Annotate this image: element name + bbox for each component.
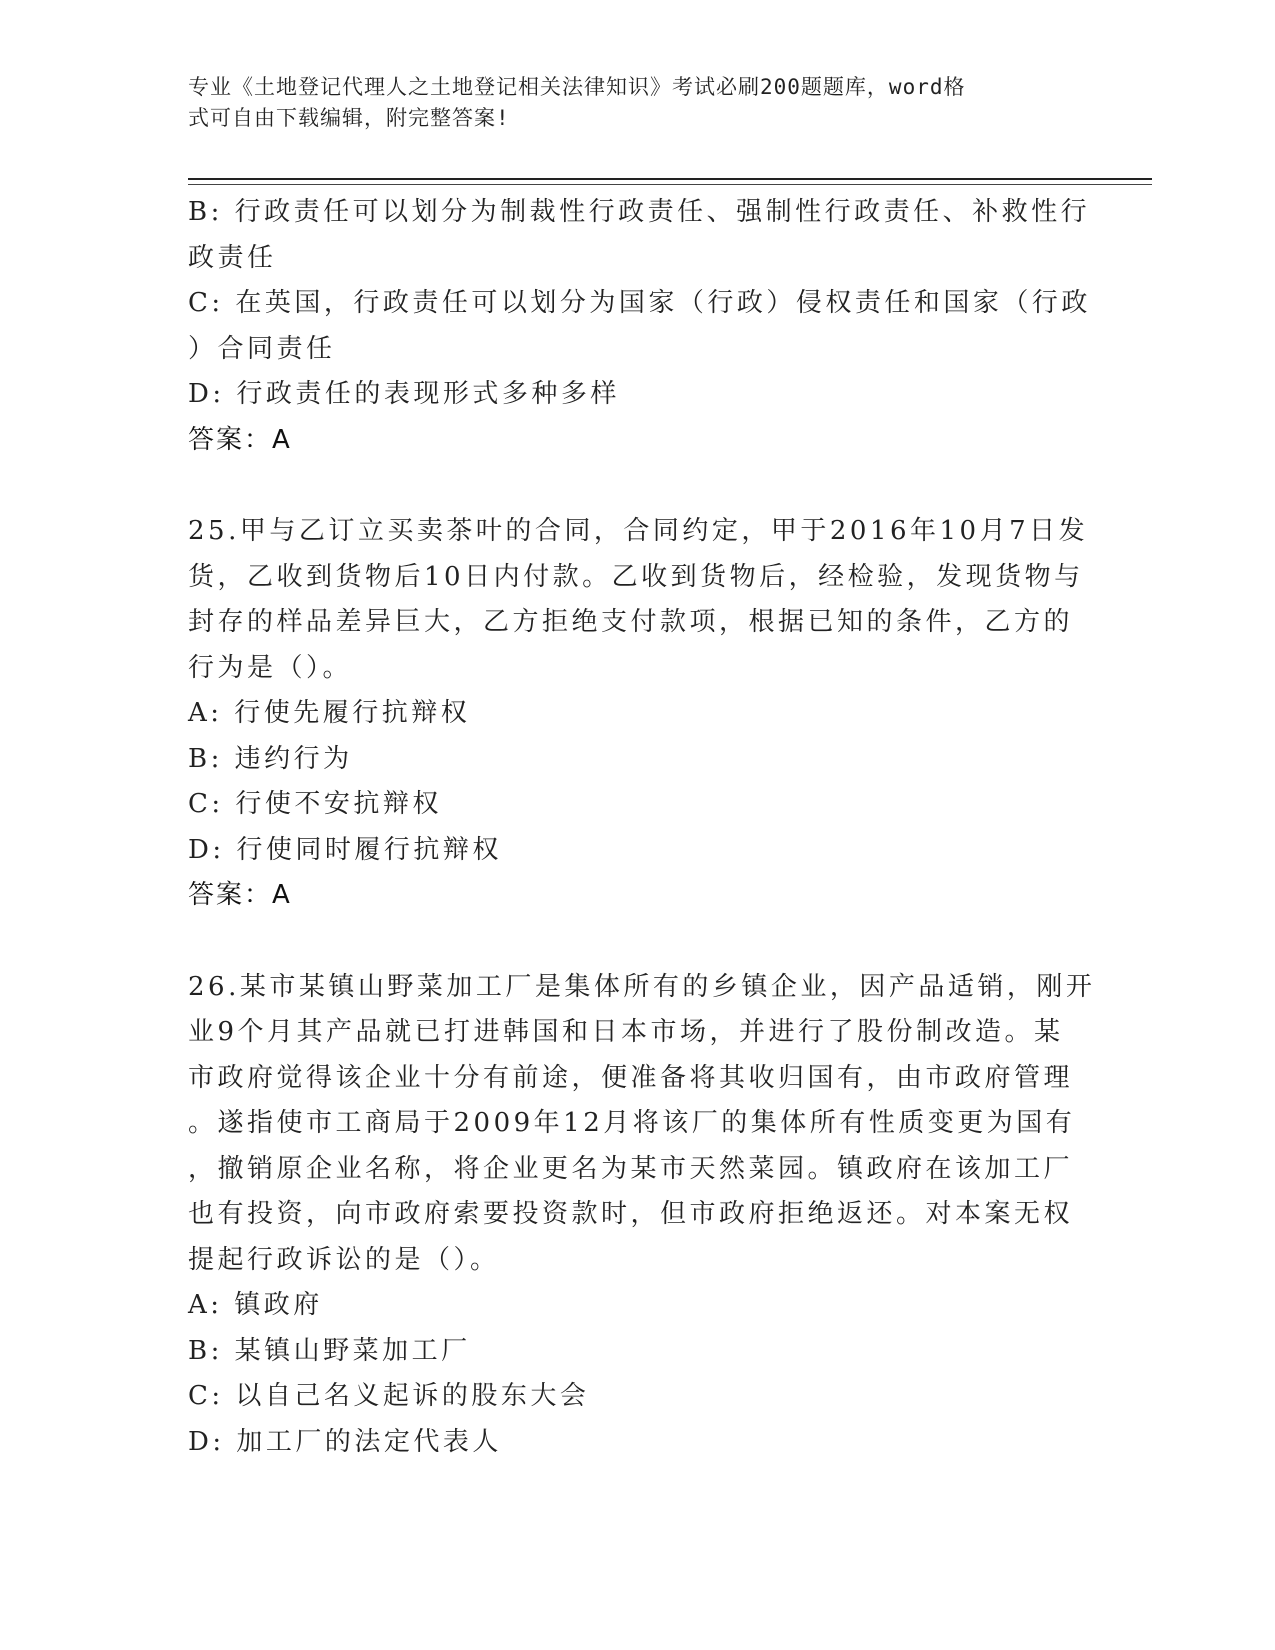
q26-stem-line-7: 提起行政诉讼的是（）。 (188, 1244, 500, 1275)
question-26-block (188, 965, 1096, 1466)
q26-option-a: A: 镇政府 (188, 1290, 323, 1320)
q25-option-a: A: 行使先履行抗辩权 (188, 698, 471, 728)
q25-stem-line-2: 货，乙收到货物后10日内付款。乙收到货物后，经检验，发现货物与 (188, 561, 1084, 592)
q25-stem-line-3: 封存的样品差异巨大，乙方拒绝支付款项，根据已知的条件，乙方的 (188, 607, 1074, 637)
q24-option-d: D: 行政责任的表现形式多种多样 (188, 379, 620, 409)
q24-answer: 答案：A (188, 424, 292, 455)
q26-stem-line-2: 业9个月其产品就已打进韩国和日本市场，并进行了股份制改造。某 (188, 1017, 1064, 1047)
q26-option-d: D: 加工厂的法定代表人 (188, 1426, 502, 1457)
question-24-block (188, 190, 1091, 463)
document-header (188, 72, 1088, 134)
q26-option-c: C: 以自己名义起诉的股东大会 (188, 1381, 590, 1411)
header-title-line-1: 专业《土地登记代理人之土地登记相关法律知识》考试必刷200题题库，word格 (188, 75, 966, 99)
q24-option-c-line-2: ）合同责任 (188, 333, 336, 364)
question-25-block (188, 509, 1088, 919)
spacer (188, 919, 1088, 965)
q26-stem-line-5: ，撤销原企业名称，将企业更名为某市天然菜园。镇政府在该加工厂 (188, 1153, 1074, 1184)
q25-stem-line-4: 行为是（）。 (188, 652, 353, 683)
q26-stem-line-1: 26.某市某镇山野菜加工厂是集体所有的乡镇企业，因产品适销，刚开 (188, 971, 1096, 1002)
q25-option-b: B: 违约行为 (188, 743, 353, 774)
q25-answer: 答案：A (188, 880, 292, 910)
header-divider-thin (188, 184, 1152, 185)
q26-stem-line-6: 也有投资，向市政府索要投资款时，但市政府拒绝返还。对本案无权 (188, 1199, 1074, 1229)
q25-option-c: C: 行使不安抗辩权 (188, 789, 442, 819)
q24-option-b-line-2: 政责任 (188, 242, 277, 273)
q25-option-d: D: 行使同时履行抗辩权 (188, 834, 502, 865)
q25-stem-line-1: 25.甲与乙订立买卖茶叶的合同，合同约定，甲于2016年10月7日发 (188, 516, 1089, 546)
document-body (188, 190, 1096, 1465)
header-divider-thick (188, 178, 1152, 180)
q24-option-b-line-1: B: 行政责任可以划分为制裁性行政责任、强制性行政责任、补救性行 (188, 197, 1091, 227)
header-title-line-2: 式可自由下载编辑，附完整答案! (188, 106, 510, 130)
q26-stem-line-4: 。遂指使市工商局于2009年12月将该厂的集体所有性质变更为国有 (188, 1108, 1076, 1138)
q24-option-c-line-1: C: 在英国，行政责任可以划分为国家（行政）侵权责任和国家（行政 (188, 288, 1091, 318)
q26-stem-line-3: 市政府觉得该企业十分有前途，便准备将其收归国有，由市政府管理 (188, 1062, 1074, 1093)
q26-option-b: B: 某镇山野菜加工厂 (188, 1335, 471, 1366)
spacer (188, 463, 1088, 509)
